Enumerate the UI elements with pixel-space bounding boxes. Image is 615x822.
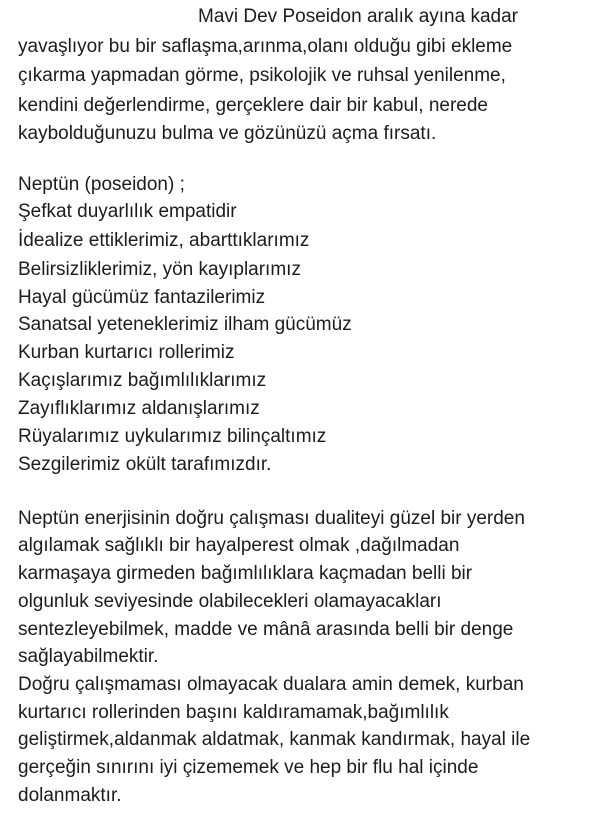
intro-line: çıkarma yapmadan görme, psikolojik ve ruhsal yenilenme, [18, 65, 506, 86]
trait-line: Belirsizliklerimiz, yön kayıplarımız [18, 259, 301, 280]
intro-line: kendini değerlendirme, gerçeklere dair bir kabul, nerede [18, 95, 488, 116]
intro-line: kaybolduğunuzu bulma ve gözünüzü açma fırsatı. [18, 123, 437, 144]
trait-line: Sezgilerimiz okült tarafımızdır. [18, 454, 272, 475]
right-work-line: Neptün enerjisinin doğru çalışması dualiteyi güzel bir yerden [18, 508, 525, 529]
trait-line: Zayıflıklarımız aldanışlarımız [18, 398, 260, 419]
trait-line: Kurban kurtarıcı rollerimiz [18, 342, 235, 363]
trait-line: İdealize ettiklerimiz, abarttıklarımız [18, 230, 310, 251]
intro-line: yavaşlıyor bu bir saflaşma,arınma,olanı olduğu gibi ekleme [18, 36, 513, 57]
right-work-line: olgunluk seviyesinde olabilecekleri olamayacakları [18, 591, 442, 612]
trait-line: Rüyalarımız uykularımız bilinçaltımız [18, 426, 327, 447]
intro-line: Mavi Dev Poseidon aralık ayına kadar [198, 6, 518, 27]
wrong-work-line: Doğru çalışmaması olmayacak dualara amin demek, kurban [18, 674, 524, 695]
right-work-line: sentezleyebilmek, madde ve mânâ arasında belli bir denge [18, 619, 514, 640]
wrong-work-line: dolanmaktır. [18, 785, 122, 806]
trait-line: Şefkat duyarlılık empatidir [18, 201, 237, 222]
trait-line: Kaçışlarımız bağımlılıklarımız [18, 370, 267, 391]
trait-line: Hayal gücümüz fantazilerimiz [18, 287, 266, 308]
wrong-work-line: kurtarıcı rollerinden başını kaldıramamak,bağımlılık [18, 702, 449, 723]
wrong-work-line: gerçeğin sınırını iyi çizememek ve hep bir flu hal içinde [18, 757, 479, 778]
right-work-line: algılamak sağlıklı bir hayalperest olmak ,dağılmadan [18, 535, 460, 556]
trait-line: Sanatsal yeteneklerimiz ilham gücümüz [18, 314, 352, 335]
wrong-work-line: geliştirmek,aldanmak aldatmak, kanmak kandırmak, hayal ile [18, 729, 531, 750]
neptune-heading: Neptün (poseidon) ; [18, 174, 185, 195]
right-work-line: sağlayabilmektir. [18, 646, 159, 667]
right-work-line: karmaşaya girmeden bağımlılıklara kaçmadan belli bir [18, 563, 473, 584]
